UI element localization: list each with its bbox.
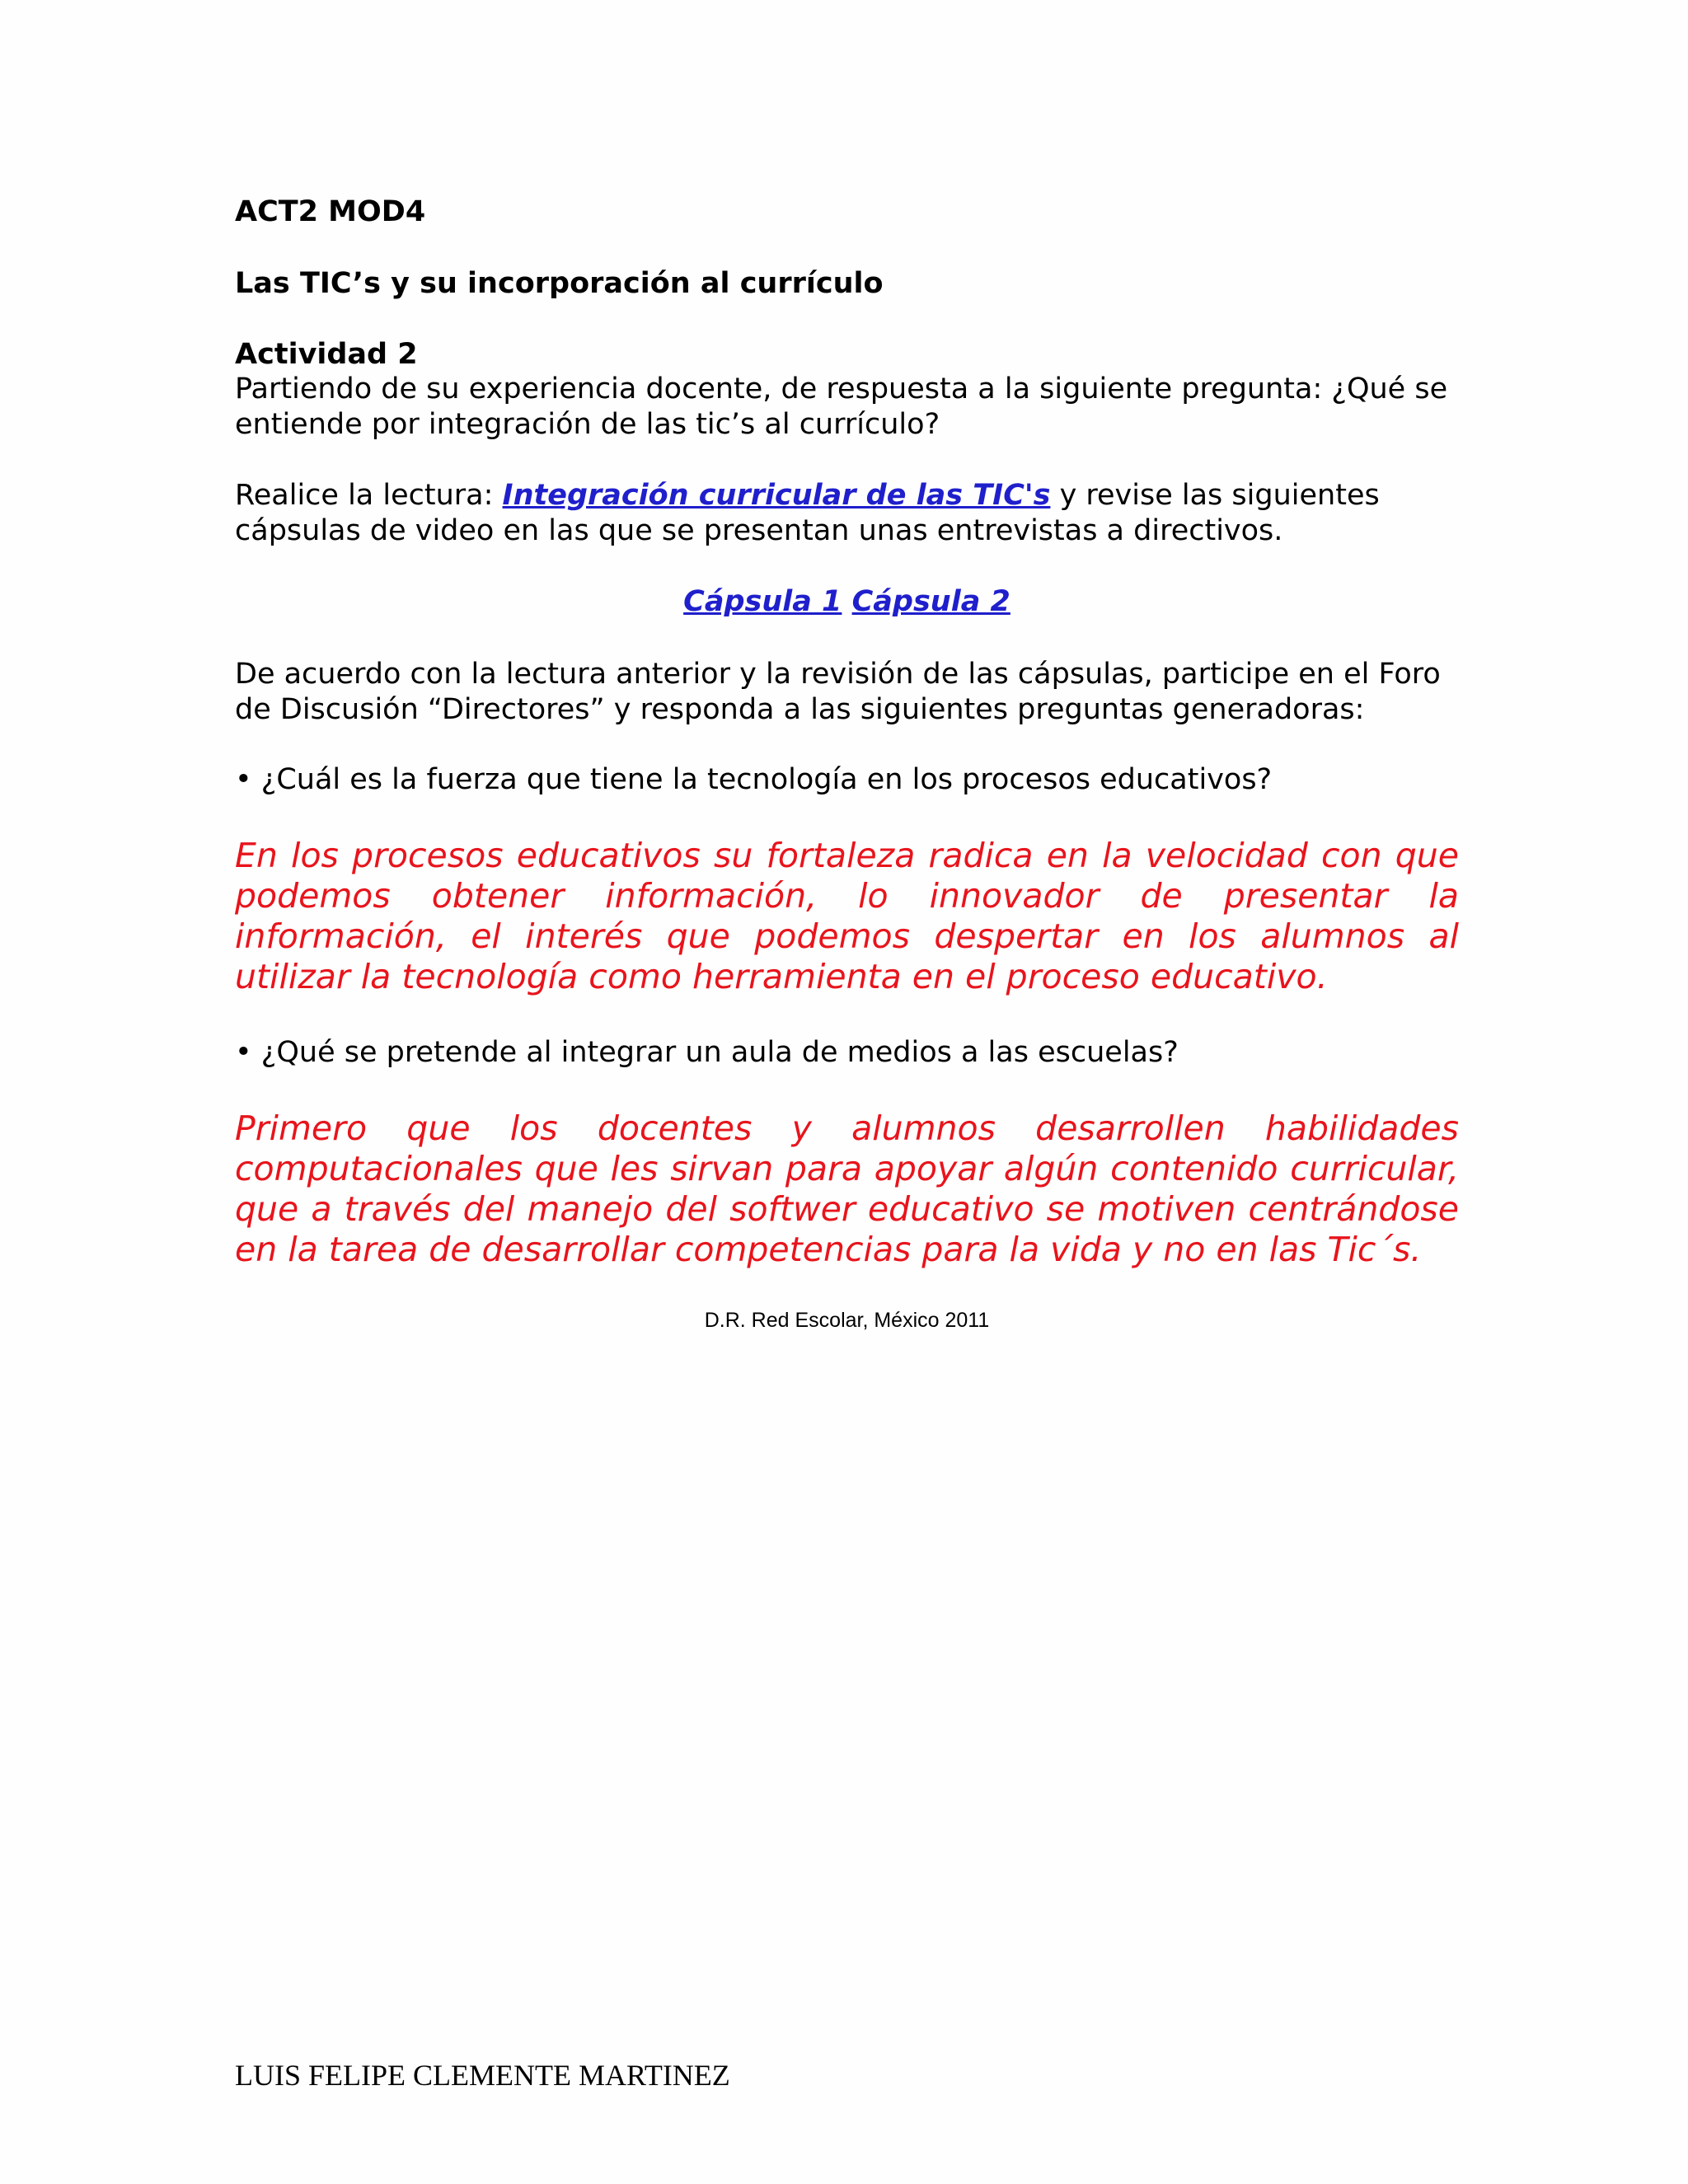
answer-1: En los procesos educativos su fortaleza radica en la velocidad con que podemos obtener información, lo innovador de presentar la información, el interés que podemos despertar en los alumnos al utilizar la tecnología como herramienta en el proceso educativo. [235,836,1459,996]
capsule-1-link[interactable]: Cápsula 1 [683,585,842,618]
reading-prefix: Realice la lectura: [235,479,503,512]
module-code: ACT2 MOD4 [235,195,426,228]
forum-instructions: De acuerdo con la lectura anterior y la revisión de las cápsulas, participe en el Foro de Discusión “Directores” y responda a las siguientes preguntas generadoras: [235,658,1441,726]
activity-intro: Partiendo de su experiencia docente, de respuesta a la siguiente pregunta: ¿Qué se entiende por integración de las tic’s al currículo? [235,373,1448,441]
document-title: Las TIC’s y su incorporación al currículo [235,267,884,300]
footer-author: LUIS FELIPE CLEMENTE MARTINEZ [235,2059,730,2092]
capsule-links [235,584,1459,620]
reading-instructions [235,478,1459,549]
question-2: • ¿Qué se pretende al integrar un aula de medios a las escuelas? [235,1036,1179,1069]
copyright-credit: D.R. Red Escolar, México 2011 [704,1309,990,1332]
capsule-2-link[interactable]: Cápsula 2 [851,585,1010,618]
reading-suffix: y revise las siguientes cápsulas de video en las que se presentan unas entrevistas a directivos. [235,479,1380,547]
activity-heading: Actividad 2 [235,338,418,371]
question-1: • ¿Cuál es la fuerza que tiene la tecnología en los procesos educativos? [235,763,1273,796]
reading-link[interactable]: Integración curricular de las TIC's [502,479,1051,512]
answer-2: Primero que los docentes y alumnos desarrollen habilidades computacionales que les sirvan para apoyar algún contenido curricular, que a través del manejo del softwer educativo se motiven centrándose en la tarea de desarrollar competencias para la vida y no en las Tic´s. [235,1108,1459,1269]
